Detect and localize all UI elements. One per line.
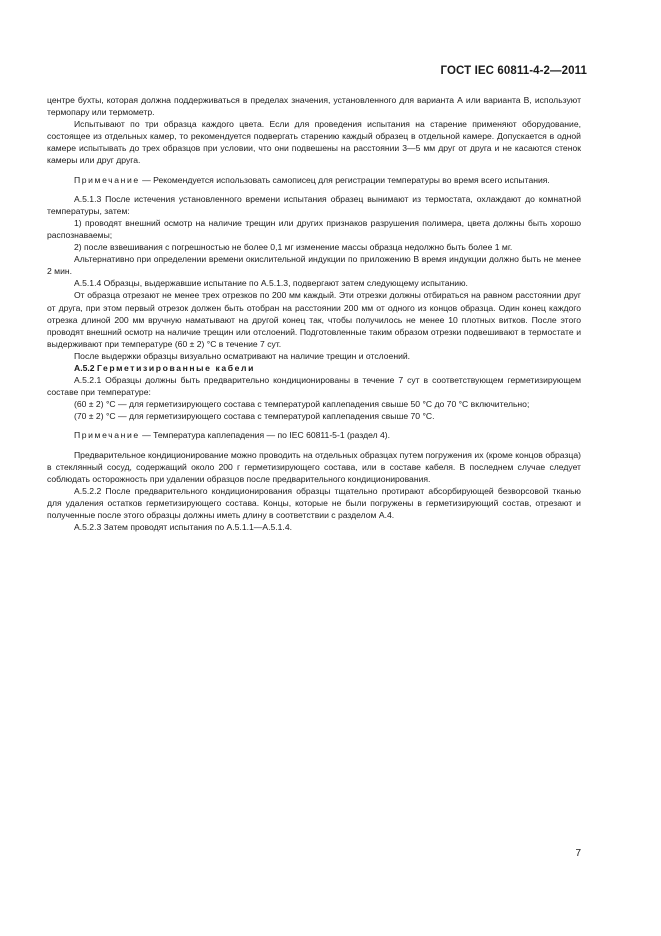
paragraph: центре бухты, которая должна поддерживаться в пределах значения, установленного для варианта А или варианта В, используют термопару или термометр. — [47, 95, 581, 118]
note-paragraph: Примечание — Рекомендуется использовать самописец для регистрации температуры во время всего испытания. — [74, 174, 550, 185]
paragraph: Предварительное кондиционирование можно проводить на отдельных образцах путем погружения их (кроме концов образца) в стеклянный сосуд, содержащий около 200 г герметизирующего состава, или в составе кабеля. В последнем случае следует соблюдать осторожность при удалении образцов после предварительного кондиционирования. — [47, 449, 581, 484]
list-item: (70 ± 2) °С — для герметизирующего состава с температурой каплепадения свыше 70 °С. — [74, 411, 435, 422]
clause-a523: А.5.2.3 Затем проводят испытания по А.5.1.1—А.5.1.4. — [74, 522, 292, 533]
paragraph: Испытывают по три образца каждого цвета. Если для проведения испытания на старение применяют оборудование, состоящее из отдельных камер, то рекомендуется подвергать старению каждый образец в отдельной камере. Допускается в одной камере испытывать до трех образцов при условии, что они подвешены на расстоянии 3—5 мм друг от друга и не касаются стенок камеры или друг друга. — [47, 119, 581, 166]
standard-header: ГОСТ IEC 60811-4-2—2011 — [440, 65, 587, 77]
note-label: Примечание — [74, 430, 140, 441]
section-number: А.5.2 — [74, 362, 95, 373]
note-text: Рекомендуется использовать самописец для регистрации температуры во время всего испытания. — [153, 174, 550, 185]
list-item: 1) проводят внешний осмотр на наличие трещин или других признаков разрушения полимера, цвета должны быть хорошо распознаваемы; — [47, 217, 581, 240]
clause-a514: А.5.1.4 Образцы, выдержавшие испытание по А.5.1.3, подвергают затем следующему испытанию. — [74, 278, 468, 289]
note-label: Примечание — [74, 174, 140, 185]
clause-a513: А.5.1.3 После истечения установленного времени испытания образец вынимают из термостата, охлаждают до комнатной температуры, затем: — [47, 193, 581, 216]
note-paragraph: Примечание — Температура каплепадения — по IEC 60811-5-1 (раздел 4). — [74, 430, 391, 441]
note-text: Температура каплепадения — по IEC 60811-5-1 (раздел 4). — [153, 430, 391, 441]
section-heading — [47, 362, 581, 374]
clause-a521: А.5.2.1 Образцы должны быть предварительно кондиционированы в течение 7 сут в соответствующем герметизирующем составе при температуре: — [47, 375, 581, 398]
page-body — [47, 94, 581, 533]
clause-a522: А.5.2.2 После предварительного кондиционирования образцы тщательно протирают абсорбирующей безворсовой тканью для удаления остатков герметизирующего состава. Концы, которые не были погружены в герметизирующий состав, отрезают и полученные после этого образцы должны иметь длину в соответствии с разделом А.4. — [47, 485, 581, 520]
paragraph: После выдержки образцы визуально осматривают на наличие трещин и отслоений. — [74, 350, 411, 361]
section-title: Герметизированные кабели — [96, 362, 256, 373]
paragraph: Альтернативно при определении времени окислительной индукции по приложению В время индукции должно быть не менее 2 мин. — [47, 254, 581, 277]
page-number: 7 — [575, 848, 581, 859]
list-item: (60 ± 2) °С — для герметизирующего состава с температурой каплепадения свыше 50 °С до 70 °С включительно; — [74, 399, 530, 410]
paragraph: От образца отрезают не менее трех отрезков по 200 мм каждый. Эти отрезки должны отбираться на равном расстоянии друг от друга, при этом первый отрезок должен быть отобран на расстоянии 200 мм от одного из концов образца. Один конец каждого отрезка длиной 200 мм вручную наматывают на другой конец так, чтобы получилось не менее 10 плотных витков. После этого проводят внешний осмотр на наличие трещин или отслоений. Подготовленные таким образом отрезки подвешивают в термостате и выдерживают при температуре (60 ± 2) °С в течение 7 сут. — [47, 290, 581, 349]
list-item: 2) после взвешивания с погрешностью не более 0,1 мг изменение массы образца недолжно быть более 1 мг. — [74, 242, 513, 253]
